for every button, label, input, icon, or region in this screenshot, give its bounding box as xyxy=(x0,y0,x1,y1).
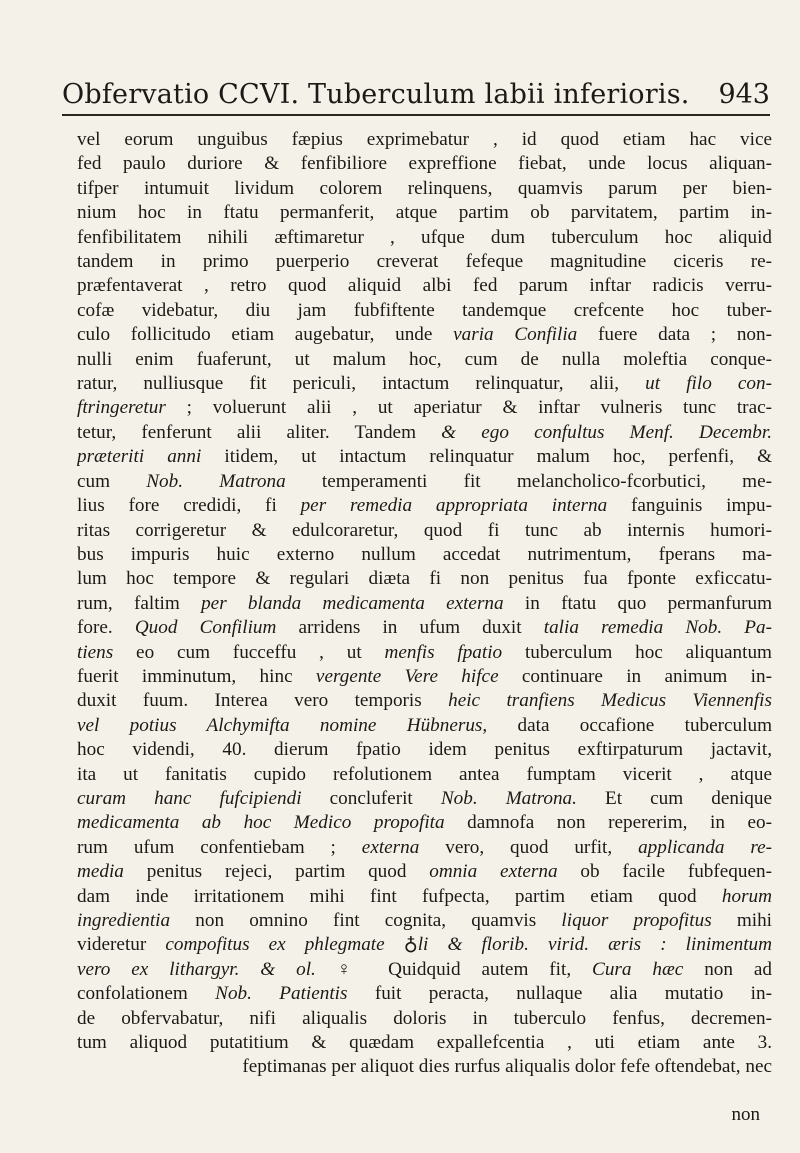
text-line xyxy=(77,470,772,494)
page-number: 943 xyxy=(718,79,770,110)
text-run: lum hoc tempore & regulari diæta fi non penitus fua fponte exficcatu- xyxy=(77,568,772,590)
text-run: mihi xyxy=(711,910,772,931)
text-line xyxy=(77,616,772,640)
text-line xyxy=(77,226,772,250)
text-run: , data occafione tuberculum xyxy=(482,714,772,736)
text-run: feptimanas per aliquot dies rurfus aliqualis dolor fefe oftendebat, nec xyxy=(242,1056,772,1078)
catchword: non xyxy=(731,1104,760,1125)
text-line xyxy=(77,421,772,445)
text-run: fore. xyxy=(77,617,135,639)
italic-run: varia Confilia xyxy=(453,324,578,346)
text-run: arridens in ufum duxit xyxy=(276,617,544,639)
italic-run: ut filo con- xyxy=(645,373,772,395)
text-line xyxy=(77,933,772,957)
italic-run: compofitus ex phlegmate ♁li & florib. virid. æris : linimentum xyxy=(165,934,772,956)
text-run: nulli enim fuaferunt, ut malum hoc, cum de nulla moleftia conque- xyxy=(77,348,772,370)
italic-run: heic tranfiens Medicus Viennenfis xyxy=(448,690,772,712)
text-run: lius fore credidi, fi xyxy=(77,495,301,517)
text-run: eo cum fucceffu , ut xyxy=(113,641,385,663)
text-line xyxy=(77,128,772,152)
text-line xyxy=(77,714,772,738)
italic-run: externa xyxy=(361,836,420,858)
text-line xyxy=(77,372,772,396)
text-line xyxy=(77,909,772,933)
text-run: vero, quod urfit, xyxy=(419,836,639,858)
text-run: ritas corrigeretur & edulcoraretur, quod fi tunc ab internis humori- xyxy=(77,519,772,541)
text-run: tifper intumuit lividum colorem relinquens, quamvis parum per bien- xyxy=(77,177,772,199)
text-run: vel eorum unguibus fæpius exprimebatur , id quod etiam hac vice xyxy=(77,129,772,150)
text-run: continuare in animum in- xyxy=(498,665,772,687)
text-line xyxy=(77,689,772,713)
text-run: de obfervabatur, nifi aliqualis doloris in tuberculo fenfus, decremen- xyxy=(77,1007,772,1029)
italic-run: vel potius Alchymifta nomine Hübnerus xyxy=(77,714,483,736)
text-run: damnofa non repererim, in eo- xyxy=(444,812,772,834)
italic-run: omnia externa xyxy=(429,861,558,883)
italic-run: per blanda medicamenta externa xyxy=(201,592,504,614)
text-run: culo follicitudo etiam augebatur, unde xyxy=(77,324,454,346)
italic-run: ftringeretur xyxy=(77,397,166,419)
text-line xyxy=(77,885,772,909)
text-line xyxy=(77,396,772,420)
italic-run: Cura hæc xyxy=(592,958,684,980)
page-header xyxy=(62,58,770,116)
text-line xyxy=(77,250,772,274)
italic-run: vero ex lithargyr. & ol. xyxy=(77,958,316,980)
text-line xyxy=(77,201,772,225)
text-run: fed paulo duriore & fenfibiliore expreffione fiebat, unde locus aliquan- xyxy=(77,153,772,175)
italic-run: præteriti anni xyxy=(77,446,202,468)
text-run: Et cum denique xyxy=(576,787,772,809)
italic-run: Nob. Matrona xyxy=(146,470,286,492)
text-run: fuerit imminutum, hinc xyxy=(77,665,316,687)
text-line xyxy=(77,787,772,811)
text-line xyxy=(77,958,772,982)
text-run: non omnino fint cognita, quamvis xyxy=(170,910,562,931)
text-run: cofæ videbatur, diu jam fubfiftente tandemque crefcente hoc tuber- xyxy=(77,299,772,321)
text-run: rum, faltim xyxy=(77,592,202,614)
text-line xyxy=(77,519,772,543)
text-run: ob facile fubfequen- xyxy=(557,861,772,883)
text-run: hoc videndi, 40. dierum fpatio idem penitus exftirpaturum jactavit, xyxy=(77,739,772,761)
italic-run: Nob. Matrona. xyxy=(440,787,577,809)
text-line xyxy=(77,348,772,372)
text-run: confolationem xyxy=(77,983,216,1005)
italic-run: per remedia appropriata interna xyxy=(300,495,608,517)
text-run: tandem in primo puerperio creverat fefeque magnitudine ciceris re- xyxy=(77,251,772,273)
text-run: penitus rejeci, partim quod xyxy=(123,861,430,883)
text-run: tuberculum hoc aliquantum xyxy=(502,641,772,663)
text-line xyxy=(77,152,772,176)
text-line xyxy=(77,860,772,884)
text-line xyxy=(77,567,772,591)
text-line xyxy=(77,592,772,616)
text-line xyxy=(77,836,772,860)
italic-run: ingredientia xyxy=(77,910,171,931)
text-line xyxy=(77,1007,772,1031)
text-run: tetur, fenferunt alii aliter. Tandem xyxy=(77,421,442,443)
text-line xyxy=(77,738,772,762)
italic-run: horum xyxy=(721,885,772,907)
text-run: præfentaverat , retro quod aliquid albi fed parum inftar radicis verru- xyxy=(77,275,772,297)
text-run: ; voluerunt alii , ut aperiatur & inftar vulneris tunc trac- xyxy=(165,397,772,419)
italic-run: applicanda re- xyxy=(638,836,772,858)
text-line xyxy=(77,323,772,347)
text-line xyxy=(77,811,772,835)
text-run: fuit peracta, nullaque alia mutatio in- xyxy=(347,983,772,1005)
text-run: rum ufum confentiebam ; xyxy=(77,836,362,858)
text-run: videretur xyxy=(77,934,166,956)
italic-run: Quod Confilium xyxy=(134,617,277,639)
text-run: in ftatu quo permanfurum xyxy=(503,592,772,614)
text-line xyxy=(77,1055,772,1079)
text-run: fuere data ; non- xyxy=(577,324,772,346)
text-line xyxy=(77,641,772,665)
italic-run: vergente Vere hifce xyxy=(315,665,499,687)
text-line xyxy=(77,274,772,298)
text-line xyxy=(77,763,772,787)
italic-run: curam hanc fufcipiendi xyxy=(77,787,302,809)
body-text xyxy=(77,128,772,1080)
italic-run: talia remedia Nob. Pa- xyxy=(543,617,772,639)
text-line xyxy=(77,1031,772,1055)
text-line xyxy=(77,543,772,567)
text-run: ita ut fanitatis cupido refolutionem antea fumptam vicerit , atque xyxy=(77,763,772,785)
italic-run: tiens xyxy=(77,641,114,663)
text-run: fanguinis impu- xyxy=(607,495,772,517)
text-run: ♀ Quidquid autem fit, xyxy=(315,958,593,980)
italic-run: liquor propofitus xyxy=(561,910,712,931)
text-run: nium hoc in ftatu permanferit, atque partim ob parvitatem, partim in- xyxy=(77,202,772,224)
text-run: ratur, nulliusque fit periculi, intactum relinquatur, alii, xyxy=(77,373,646,395)
text-run: temperamenti fit melancholico-fcorbutici, me- xyxy=(285,470,772,492)
italic-run: Nob. Patientis xyxy=(215,983,348,1005)
text-run: cum xyxy=(77,470,147,492)
running-title: Obfervatio CCVI. Tuberculum labii inferioris. xyxy=(62,79,690,110)
text-run: duxit fuum. Interea vero temporis xyxy=(77,690,449,712)
text-run: bus impuris huic externo nullum accedat nutrimentum, fperans ma- xyxy=(77,543,772,565)
text-line xyxy=(77,665,772,689)
text-run: dam inde irritationem mihi fint fufpecta, partim etiam quod xyxy=(77,885,722,907)
text-run: fenfibilitatem nihili æftimaretur , ufque dum tuberculum hoc aliquid xyxy=(77,226,772,248)
italic-run: menfis fpatio xyxy=(384,641,503,663)
text-line xyxy=(77,445,772,469)
text-run: non ad xyxy=(683,958,772,980)
italic-run: media xyxy=(77,861,124,883)
text-line xyxy=(77,177,772,201)
text-run: concluferit xyxy=(301,787,441,809)
text-line xyxy=(77,982,772,1006)
italic-run: & ego confultus Menf. Decembr. xyxy=(441,421,772,443)
text-line xyxy=(77,494,772,518)
text-run: tum aliquod putatitium & quædam expallefcentia , uti etiam ante 3. xyxy=(77,1032,772,1054)
text-run: itidem, ut intactum relinquatur malum hoc, perfenfi, & xyxy=(201,446,772,468)
text-line xyxy=(77,299,772,323)
italic-run: medicamenta ab hoc Medico propofita xyxy=(77,812,445,834)
